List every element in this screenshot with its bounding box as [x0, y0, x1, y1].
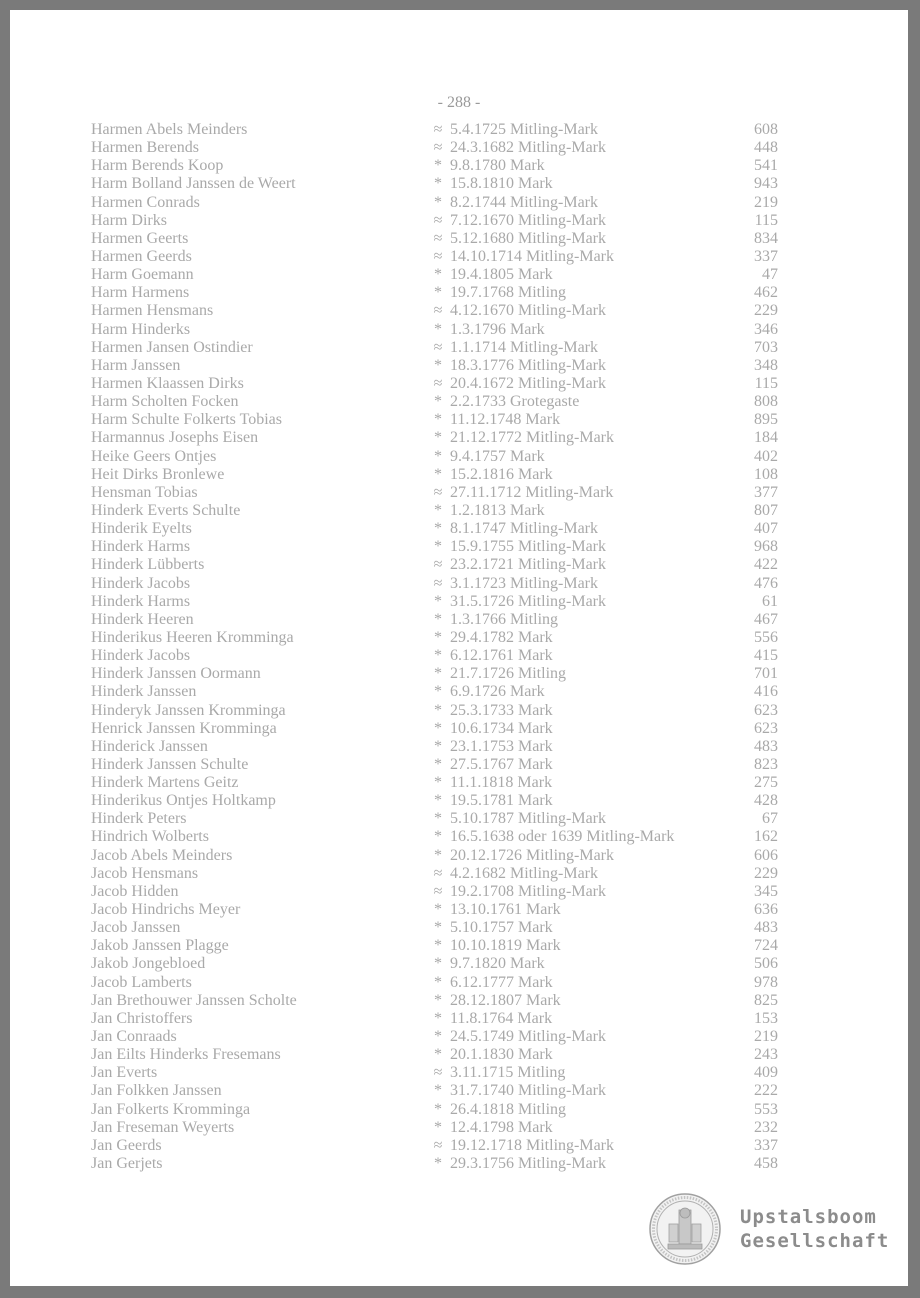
list-item — [10, 321, 908, 339]
entry-name: Harm Schulte Folkerts Tobias — [91, 411, 283, 429]
list-item — [10, 212, 908, 230]
entry-number: 229 — [754, 864, 778, 882]
list-item — [10, 284, 908, 302]
entry-date-place: 19.2.1708 Mitling-Mark — [450, 882, 606, 900]
entry-number: 553 — [754, 1100, 778, 1118]
entry-number: 337 — [754, 1136, 778, 1154]
entry-name: Jan Geerds — [91, 1136, 162, 1154]
entry-marker: * — [434, 157, 442, 175]
list-item — [10, 1137, 908, 1155]
entry-date-place: 1.1.1714 Mitling-Mark — [450, 338, 598, 356]
entry-marker: * — [434, 810, 442, 828]
seal-icon — [648, 1192, 722, 1266]
entry-marker: ≈ — [433, 483, 443, 501]
list-item — [10, 266, 908, 284]
entry-name: Harm Hinderks — [91, 320, 191, 338]
entry-date-place: 23.1.1753 Mark — [450, 737, 553, 755]
entry-number: 162 — [754, 828, 778, 846]
entry-number: 67 — [762, 810, 778, 828]
list-item — [10, 647, 908, 665]
entry-number: 415 — [754, 647, 778, 665]
entry-marker: * — [434, 1155, 442, 1173]
entry-name: Hinderk Harms — [91, 592, 191, 610]
list-item — [10, 937, 908, 955]
list-item — [10, 901, 908, 919]
entry-marker: * — [434, 284, 442, 302]
entry-date-place: 21.7.1726 Mitling — [450, 665, 567, 683]
entry-marker: * — [434, 501, 442, 519]
logo-text-line1: Upstalsboom — [740, 1206, 877, 1228]
entry-date-place: 24.5.1749 Mitling-Mark — [450, 1028, 606, 1046]
entry-number: 701 — [754, 665, 778, 683]
entry-marker: ≈ — [433, 1136, 443, 1154]
entry-number: 623 — [754, 719, 778, 737]
entry-number: 61 — [762, 592, 778, 610]
entry-name: Harm Goemann — [91, 266, 194, 284]
entry-number: 467 — [754, 610, 778, 628]
list-item — [10, 810, 908, 828]
entry-date-place: 28.12.1807 Mark — [450, 991, 561, 1009]
entry-name: Jan Christoffers — [91, 1009, 193, 1027]
list-item — [10, 1101, 908, 1119]
entry-date-place: 6.12.1777 Mark — [450, 973, 553, 991]
entry-number: 724 — [754, 937, 778, 955]
entry-date-place: 29.4.1782 Mark — [450, 628, 553, 646]
entry-number: 623 — [754, 701, 778, 719]
entry-number: 448 — [754, 139, 778, 157]
entry-marker: ≈ — [433, 139, 443, 157]
entry-marker: * — [434, 320, 442, 338]
page-number: - 288 - — [437, 94, 481, 111]
entry-marker: * — [434, 701, 442, 719]
entry-marker: * — [434, 1100, 442, 1118]
entry-name: Harmen Jansen Ostindier — [91, 338, 253, 356]
entry-marker: * — [434, 411, 442, 429]
entry-number: 108 — [754, 465, 778, 483]
entry-marker: * — [434, 1009, 442, 1027]
entry-date-place: 27.11.1712 Mitling-Mark — [450, 483, 614, 501]
entry-number: 968 — [754, 538, 778, 556]
entry-date-place: 11.8.1764 Mark — [450, 1009, 553, 1027]
entry-date-place: 19.12.1718 Mitling-Mark — [450, 1136, 614, 1154]
list-item — [10, 774, 908, 792]
entry-marker: * — [434, 1118, 442, 1136]
list-item — [10, 466, 908, 484]
entry-date-place: 11.1.1818 Mark — [450, 774, 553, 792]
entry-number: 462 — [754, 284, 778, 302]
entry-marker: ≈ — [433, 121, 443, 138]
entry-marker: * — [434, 592, 442, 610]
entry-name: Harm Bolland Janssen de Weert — [91, 175, 296, 193]
entry-number: 243 — [754, 1046, 778, 1064]
entry-name: Jacob Hidden — [91, 882, 179, 900]
entry-name: Jacob Abels Meinders — [91, 846, 233, 864]
entry-marker: ≈ — [433, 374, 443, 392]
entry-marker: ≈ — [433, 211, 443, 229]
entry-marker: * — [434, 538, 442, 556]
entry-number: 115 — [754, 211, 778, 229]
entry-name: Hinderk Janssen Schulte — [91, 755, 249, 773]
list-item — [10, 484, 908, 502]
entry-name: Harmen Berends — [91, 139, 199, 157]
entry-marker: * — [434, 665, 442, 683]
entry-number: 416 — [754, 683, 778, 701]
entry-number: 895 — [754, 411, 778, 429]
entry-name: Harm Scholten Focken — [91, 393, 239, 411]
list-item — [10, 230, 908, 248]
entry-date-place: 20.12.1726 Mitling-Mark — [450, 846, 614, 864]
entry-number: 943 — [754, 175, 778, 193]
entry-date-place: 31.5.1726 Mitling-Mark — [450, 592, 606, 610]
entry-date-place: 3.11.1715 Mitling — [450, 1064, 566, 1082]
entry-number: 703 — [754, 338, 778, 356]
list-item — [10, 556, 908, 574]
entry-marker: ≈ — [433, 556, 443, 574]
list-item — [10, 1010, 908, 1028]
list-item — [10, 194, 908, 212]
entry-date-place: 25.3.1733 Mark — [450, 701, 553, 719]
entry-name: Harm Dirks — [91, 211, 167, 229]
entry-name: Hinderk Everts Schulte — [91, 501, 241, 519]
entry-marker: * — [434, 991, 442, 1009]
entry-name: Jan Everts — [91, 1064, 158, 1082]
entry-date-place: 4.12.1670 Mitling-Mark — [450, 302, 606, 320]
entry-date-place: 5.10.1787 Mitling-Mark — [450, 810, 606, 828]
entry-date-place: 24.3.1682 Mitling-Mark — [450, 139, 606, 157]
entry-date-place: 20.1.1830 Mark — [450, 1046, 553, 1064]
logo-text-line2: Gesellschaft — [740, 1230, 890, 1252]
entry-number: 541 — [754, 157, 778, 175]
list-item — [10, 1155, 908, 1173]
entry-number: 978 — [754, 973, 778, 991]
entry-date-place: 19.7.1768 Mitling — [450, 284, 567, 302]
entry-marker: ≈ — [433, 1064, 443, 1082]
list-item — [10, 375, 908, 393]
entry-date-place: 11.12.1748 Mark — [450, 411, 561, 429]
entry-date-place: 3.1.1723 Mitling-Mark — [450, 574, 598, 592]
entry-name: Jan Gerjets — [91, 1155, 163, 1173]
list-item — [10, 665, 908, 683]
entry-marker: * — [434, 901, 442, 919]
entry-number: 483 — [754, 737, 778, 755]
entry-name: Harmannus Josephs Eisen — [91, 429, 259, 447]
entry-date-place: 15.2.1816 Mark — [450, 465, 553, 483]
entry-marker: * — [434, 1082, 442, 1100]
list-item — [10, 121, 908, 139]
entry-marker: * — [434, 266, 442, 284]
entry-date-place: 12.4.1798 Mark — [450, 1118, 553, 1136]
list-item — [10, 629, 908, 647]
entry-marker: ≈ — [433, 229, 443, 247]
entry-number: 229 — [754, 302, 778, 320]
entry-date-place: 1.3.1766 Mitling — [450, 610, 559, 628]
entry-number: 348 — [754, 356, 778, 374]
entry-number: 47 — [762, 266, 778, 284]
list-item — [10, 157, 908, 175]
entry-marker: ≈ — [433, 864, 443, 882]
entry-marker: * — [434, 774, 442, 792]
entry-date-place: 27.5.1767 Mark — [450, 755, 553, 773]
entry-marker: * — [434, 919, 442, 937]
entry-marker: * — [434, 465, 442, 483]
entry-number: 608 — [754, 121, 778, 138]
entry-number: 153 — [754, 1009, 778, 1027]
entry-date-place: 1.2.1813 Mark — [450, 501, 545, 519]
entry-date-place: 1.3.1796 Mark — [450, 320, 545, 338]
entry-marker: ≈ — [433, 574, 443, 592]
list-item — [10, 865, 908, 883]
entry-number: 808 — [754, 393, 778, 411]
list-item — [10, 702, 908, 720]
list-item — [10, 1064, 908, 1082]
entry-marker: * — [434, 683, 442, 701]
entry-name: Jan Brethouwer Janssen Scholte — [91, 991, 297, 1009]
entry-number: 407 — [754, 520, 778, 538]
entry-name: Hinderk Janssen — [91, 683, 197, 701]
entry-name: Hinderk Jacobs — [91, 574, 191, 592]
entry-date-place: 4.2.1682 Mitling-Mark — [450, 864, 598, 882]
entry-date-place: 7.12.1670 Mitling-Mark — [450, 211, 606, 229]
entry-date-place: 8.2.1744 Mitling-Mark — [450, 193, 598, 211]
entry-date-place: 31.7.1740 Mitling-Mark — [450, 1082, 606, 1100]
list-item — [10, 429, 908, 447]
list-item — [10, 955, 908, 973]
entry-number: 402 — [754, 447, 778, 465]
entry-date-place: 5.12.1680 Mitling-Mark — [450, 229, 606, 247]
entry-date-place: 15.8.1810 Mark — [450, 175, 553, 193]
entry-marker: * — [434, 846, 442, 864]
list-item — [10, 139, 908, 157]
entry-marker: * — [434, 937, 442, 955]
list-item — [10, 1119, 908, 1137]
entry-number: 636 — [754, 901, 778, 919]
entry-name: Jacob Hensmans — [91, 864, 199, 882]
entry-date-place: 9.4.1757 Mark — [450, 447, 545, 465]
entry-list — [10, 121, 908, 1173]
entry-date-place: 14.10.1714 Mitling-Mark — [450, 247, 614, 265]
list-item — [10, 883, 908, 901]
entry-date-place: 2.2.1733 Grotegaste — [450, 393, 580, 411]
entry-name: Hinderk Lübberts — [91, 556, 205, 574]
entry-name: Hinderick Janssen — [91, 737, 208, 755]
entry-number: 834 — [754, 229, 778, 247]
entry-date-place: 9.7.1820 Mark — [450, 955, 545, 973]
entry-name: Hinderk Heeren — [91, 610, 194, 628]
list-item — [10, 611, 908, 629]
entry-name: Jacob Janssen — [91, 919, 181, 937]
entry-name: Hinderyk Janssen Kromminga — [91, 701, 286, 719]
entry-name: Hinderik Eyelts — [91, 520, 192, 538]
entry-number: 115 — [754, 374, 778, 392]
entry-number: 476 — [754, 574, 778, 592]
list-item — [10, 738, 908, 756]
entry-marker: * — [434, 447, 442, 465]
list-item — [10, 992, 908, 1010]
entry-name: Jacob Hindrichs Meyer — [91, 901, 241, 919]
list-item — [10, 175, 908, 193]
entry-number: 506 — [754, 955, 778, 973]
entry-name: Harmen Geerts — [91, 229, 189, 247]
list-item — [10, 248, 908, 266]
entry-name: Jan Eilts Hinderks Fresemans — [91, 1046, 281, 1064]
entry-marker: * — [434, 955, 442, 973]
entry-date-place: 19.5.1781 Mark — [450, 792, 553, 810]
list-item — [10, 683, 908, 701]
entry-name: Harm Harmens — [91, 284, 190, 302]
entry-number: 219 — [754, 193, 778, 211]
list-item — [10, 919, 908, 937]
entry-marker: ≈ — [433, 247, 443, 265]
entry-name: Jan Folkken Janssen — [91, 1082, 222, 1100]
entry-name: Hinderikus Heeren Kromminga — [91, 628, 294, 646]
entry-date-place: 16.5.1638 oder 1639 Mitling-Mark — [450, 828, 675, 846]
list-item — [10, 502, 908, 520]
entry-date-place: 5.10.1757 Mark — [450, 919, 553, 937]
list-item — [10, 302, 908, 320]
entry-number: 807 — [754, 501, 778, 519]
list-item — [10, 538, 908, 556]
entry-number: 409 — [754, 1064, 778, 1082]
entry-name: Hinderk Harms — [91, 538, 191, 556]
entry-number: 422 — [754, 556, 778, 574]
list-item — [10, 1046, 908, 1064]
entry-number: 346 — [754, 320, 778, 338]
list-item — [10, 756, 908, 774]
entry-marker: * — [434, 647, 442, 665]
entry-marker: * — [434, 193, 442, 211]
entry-name: Harmen Abels Meinders — [91, 121, 248, 138]
entry-number: 232 — [754, 1118, 778, 1136]
entry-number: 556 — [754, 628, 778, 646]
list-item — [10, 974, 908, 992]
entry-name: Jan Folkerts Kromminga — [91, 1100, 251, 1118]
entry-date-place: 8.1.1747 Mitling-Mark — [450, 520, 598, 538]
list-item — [10, 1028, 908, 1046]
entry-name: Heike Geers Ontjes — [91, 447, 217, 465]
entry-date-place: 13.10.1761 Mark — [450, 901, 561, 919]
entry-date-place: 20.4.1672 Mitling-Mark — [450, 374, 606, 392]
entry-number: 184 — [754, 429, 778, 447]
entry-name: Henrick Janssen Kromminga — [91, 719, 277, 737]
entry-name: Hinderk Jacobs — [91, 647, 191, 665]
entry-name: Hinderk Janssen Oormann — [91, 665, 261, 683]
entry-marker: * — [434, 429, 442, 447]
entry-date-place: 23.2.1721 Mitling-Mark — [450, 556, 606, 574]
entry-name: Hinderk Peters — [91, 810, 187, 828]
entry-name: Hinderk Martens Geitz — [91, 774, 239, 792]
entry-name: Harmen Conrads — [91, 193, 200, 211]
list-item — [10, 448, 908, 466]
entry-marker: * — [434, 719, 442, 737]
entry-name: Harm Berends Koop — [91, 157, 224, 175]
entry-name: Jakob Jongebloed — [91, 955, 206, 973]
list-item — [10, 357, 908, 375]
entry-date-place: 29.3.1756 Mitling-Mark — [450, 1155, 606, 1173]
entry-name: Harmen Klaassen Dirks — [91, 374, 244, 392]
entry-marker: * — [434, 356, 442, 374]
entry-number: 823 — [754, 755, 778, 773]
entry-number: 458 — [754, 1155, 778, 1173]
entry-number: 377 — [754, 483, 778, 501]
entry-marker: * — [434, 175, 442, 193]
list-item — [10, 792, 908, 810]
entry-marker: * — [434, 628, 442, 646]
entry-marker: * — [434, 973, 442, 991]
entry-marker: * — [434, 1046, 442, 1064]
entry-marker: * — [434, 792, 442, 810]
entry-name: Jan Conraads — [91, 1028, 177, 1046]
list-item — [10, 393, 908, 411]
entry-name: Jakob Janssen Plagge — [91, 937, 229, 955]
entry-date-place: 6.12.1761 Mark — [450, 647, 553, 665]
entry-date-place: 19.4.1805 Mark — [450, 266, 553, 284]
entry-marker: * — [434, 1028, 442, 1046]
entry-number: 345 — [754, 882, 778, 900]
entry-marker: ≈ — [433, 302, 443, 320]
entry-name: Hensman Tobias — [91, 483, 198, 501]
list-item — [10, 520, 908, 538]
entry-date-place: 10.6.1734 Mark — [450, 719, 553, 737]
entry-name: Hinderikus Ontjes Holtkamp — [91, 792, 276, 810]
entry-marker: * — [434, 393, 442, 411]
society-logo — [648, 1190, 904, 1270]
entry-number: 219 — [754, 1028, 778, 1046]
entry-name: Harmen Geerds — [91, 247, 192, 265]
entry-date-place: 21.12.1772 Mitling-Mark — [450, 429, 614, 447]
entry-number: 428 — [754, 792, 778, 810]
entry-date-place: 5.4.1725 Mitling-Mark — [450, 121, 598, 138]
entry-date-place: 9.8.1780 Mark — [450, 157, 545, 175]
entry-number: 483 — [754, 919, 778, 937]
entry-name: Harmen Hensmans — [91, 302, 214, 320]
entry-marker: * — [434, 737, 442, 755]
entry-name: Heit Dirks Bronlewe — [91, 465, 225, 483]
list-item — [10, 575, 908, 593]
document-page — [10, 10, 908, 1286]
list-item — [10, 411, 908, 429]
entry-marker: ≈ — [433, 338, 443, 356]
entry-date-place: 18.3.1776 Mitling-Mark — [450, 356, 606, 374]
entry-number: 337 — [754, 247, 778, 265]
list-item — [10, 828, 908, 846]
list-item — [10, 847, 908, 865]
entry-number: 275 — [754, 774, 778, 792]
entry-marker: * — [434, 610, 442, 628]
entry-number: 606 — [754, 846, 778, 864]
list-item — [10, 720, 908, 738]
entry-name: Jan Freseman Weyerts — [91, 1118, 235, 1136]
entry-marker: * — [434, 520, 442, 538]
entry-marker: * — [434, 828, 442, 846]
entry-name: Harm Janssen — [91, 356, 181, 374]
entry-name: Hindrich Wolberts — [91, 828, 209, 846]
list-item — [10, 339, 908, 357]
entry-marker: * — [434, 755, 442, 773]
entry-date-place: 6.9.1726 Mark — [450, 683, 545, 701]
entry-marker: ≈ — [433, 882, 443, 900]
entry-number: 825 — [754, 991, 778, 1009]
list-item — [10, 1082, 908, 1100]
entry-date-place: 26.4.1818 Mitling — [450, 1100, 567, 1118]
entry-name: Jacob Lamberts — [91, 973, 192, 991]
entry-date-place: 10.10.1819 Mark — [450, 937, 561, 955]
entry-date-place: 15.9.1755 Mitling-Mark — [450, 538, 606, 556]
entry-number: 222 — [754, 1082, 778, 1100]
list-item — [10, 593, 908, 611]
